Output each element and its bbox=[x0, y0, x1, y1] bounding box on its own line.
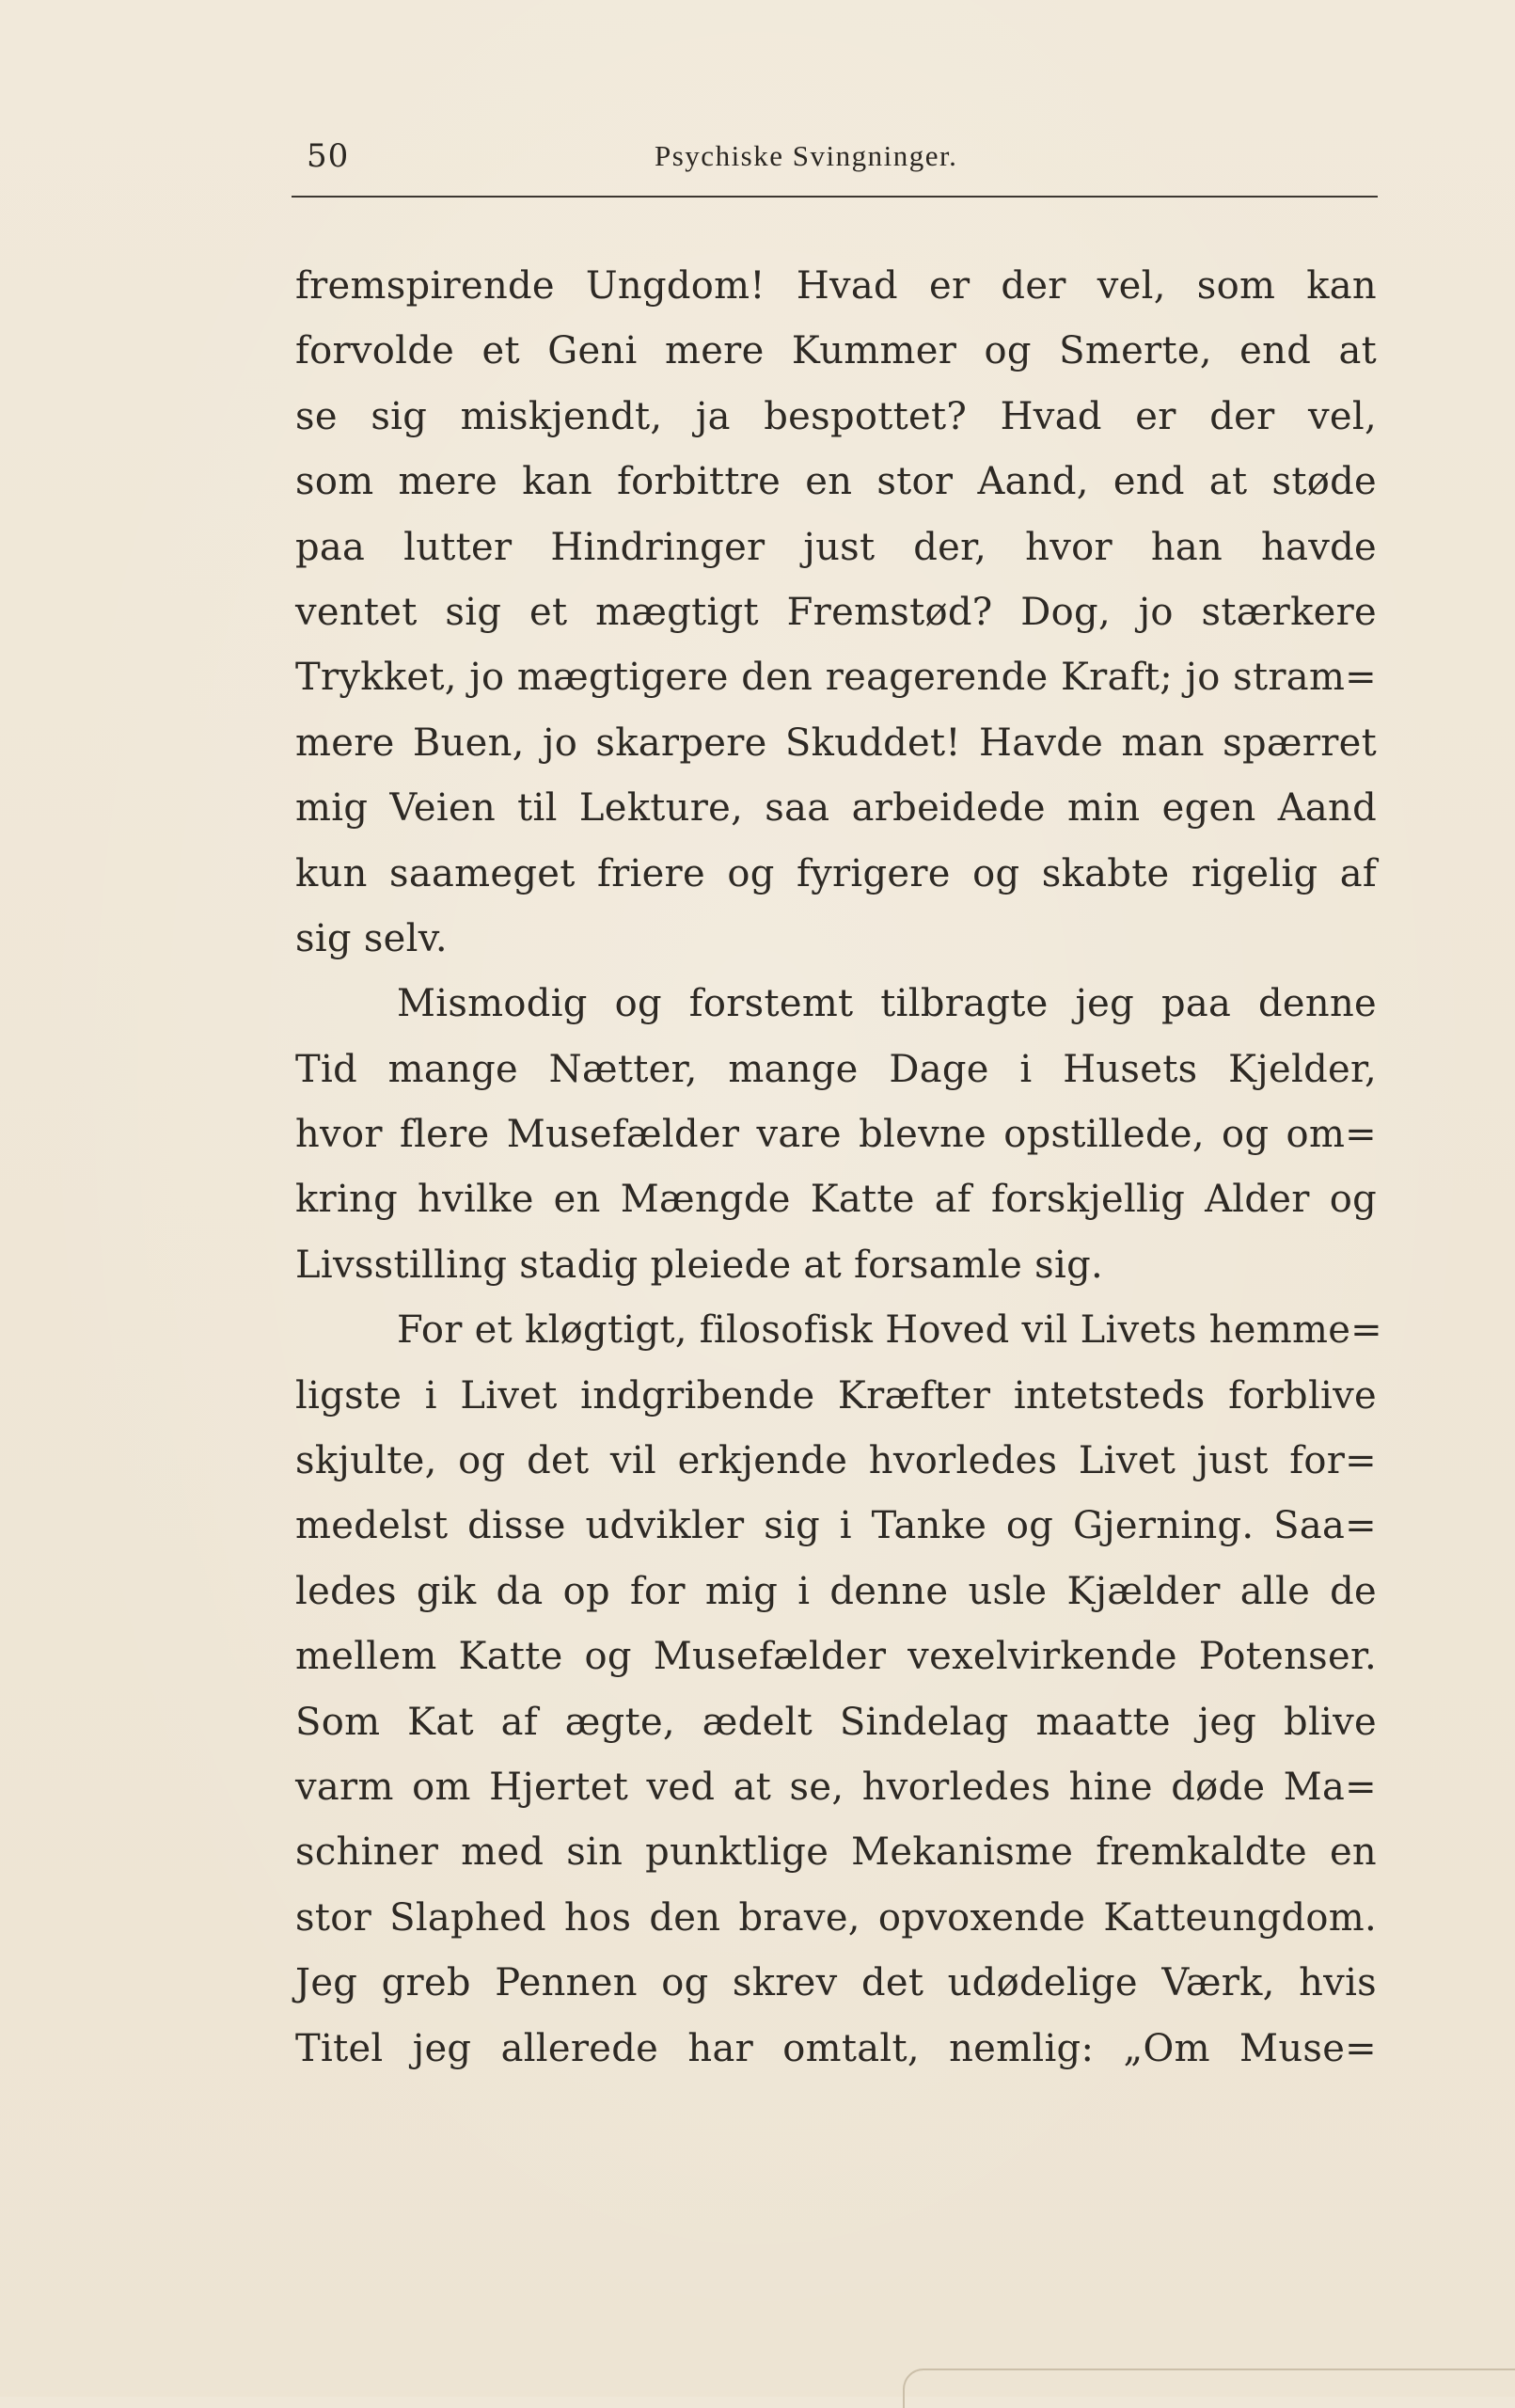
text-line: mig Veien til Lekture, saa arbeidede min egen Aand bbox=[295, 786, 1377, 831]
text-line: forvolde et Geni mere Kummer og Smerte, end at bbox=[295, 329, 1377, 373]
text-line: mellem Katte og Musefælder vexelvirkende Potenser. bbox=[295, 1635, 1377, 1679]
text-line: varm om Hjertet ved at se, hvorledes hine døde Ma= bbox=[295, 1765, 1377, 1809]
text-line: paa lutter Hindringer just der, hvor han havde bbox=[295, 525, 1377, 569]
text-line: Livsstilling stadig pleiede at forsamle sig. bbox=[295, 1243, 1104, 1287]
running-title: Psychiske Svingninger. bbox=[655, 139, 958, 172]
paragraph-1 bbox=[295, 254, 1377, 972]
header-rule bbox=[292, 196, 1378, 198]
text-line: Mismodig og forstemt tilbragte jeg paa denne bbox=[397, 982, 1377, 1026]
text-line: ventet sig et mægtigt Fremstød? Dog, jo stærkere bbox=[295, 590, 1377, 634]
text-line: sig selv. bbox=[295, 916, 448, 960]
text-line: fremspirende Ungdom! Hvad er der vel, som kan bbox=[295, 264, 1377, 308]
text-line: hvor flere Musefælder vare blevne opstillede, og om= bbox=[295, 1113, 1377, 1157]
text-line: se sig miskjendt, ja bespottet? Hvad er der vel, bbox=[295, 394, 1377, 438]
text-line: som mere kan forbittre en stor Aand, end at støde bbox=[295, 460, 1377, 504]
paragraph-2 bbox=[295, 972, 1377, 1298]
running-head bbox=[292, 130, 1378, 186]
body-text bbox=[295, 254, 1382, 2082]
text-line: stor Slaphed hos den brave, opvoxende Katteungdom. bbox=[295, 1895, 1377, 1940]
text-line: mere Buen, jo skarpere Skuddet! Havde man spærret bbox=[295, 721, 1377, 765]
text-line: Jeg greb Pennen og skrev det udødelige Værk, hvis bbox=[295, 1961, 1377, 2005]
text-line: Titel jeg allerede har omtalt, nemlig: „Om Muse= bbox=[295, 2026, 1377, 2070]
text-line: Trykket, jo mægtigere den reagerende Kraft; jo stram= bbox=[295, 656, 1377, 700]
text-line: For et kløgtigt, filosofisk Hoved vil Livets hemme= bbox=[397, 1308, 1382, 1353]
page-number: 50 bbox=[307, 137, 350, 175]
text-line: Som Kat af ægte, ædelt Sindelag maatte jeg blive bbox=[295, 1700, 1377, 1744]
text-line: schiner med sin punktlige Mekanisme fremkaldte en bbox=[295, 1830, 1377, 1875]
text-line: ledes gik da op for mig i denne usle Kjælder alle de bbox=[295, 1569, 1377, 1613]
text-line: kring hvilke en Mængde Katte af forskjellig Alder og bbox=[295, 1178, 1377, 1222]
page-edge-curl bbox=[903, 2368, 1515, 2408]
text-line: medelst disse udvikler sig i Tanke og Gjerning. Saa= bbox=[295, 1504, 1377, 1548]
text-line: Tid mange Nætter, mange Dage i Husets Kjelder, bbox=[295, 1047, 1377, 1091]
text-line: kun saameget friere og fyrigere og skabte rigelig af bbox=[295, 851, 1377, 895]
paragraph-3 bbox=[295, 1298, 1382, 2082]
text-line: skjulte, og det vil erkjende hvorledes Livet just for= bbox=[295, 1439, 1377, 1483]
text-line: ligste i Livet indgribende Kræfter intetsteds forblive bbox=[295, 1373, 1377, 1418]
